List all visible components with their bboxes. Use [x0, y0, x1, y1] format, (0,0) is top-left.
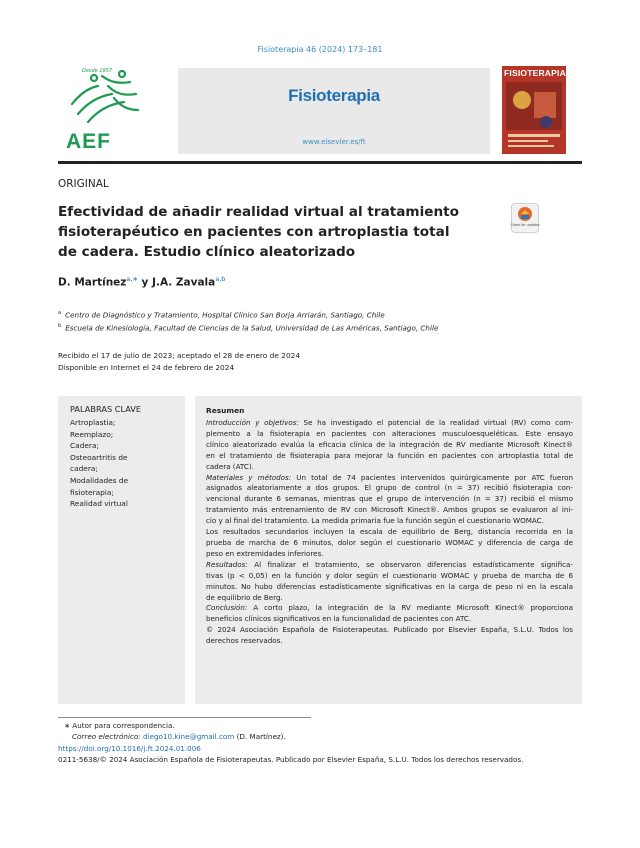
abstract-line: beneficios clínicos significativos en la funcionalidad de pacientes con ATC. — [206, 614, 472, 624]
abstract-line: cio y al final del tratamiento. La medida primaria fue la función según el cuestionario WOMAC. — [206, 516, 544, 526]
journal-cover-thumbnail — [502, 66, 566, 154]
affiliation — [58, 323, 438, 332]
email-link[interactable]: diego10.kine@gmail.com — [143, 732, 235, 741]
affiliation-text: Centro de Diagnóstico y Tratamiento, Hospital Clínico San Borja Arriarán, Santiago, Chile — [65, 310, 385, 320]
author-affiliation-marker[interactable]: a,∗ — [126, 275, 138, 283]
abstract-line: © 2024 Asociación Española de Fisioterapeutas. Publicado por Elsevier España, S.L.U. Todos los — [206, 625, 573, 635]
abstract-section-label: Materiales y métodos: — [206, 472, 292, 482]
affiliation-text: Escuela de Kinesiología, Facultad de Ciencias de la Salud, Universidad de Las Américas, Santiago, Chile — [65, 323, 439, 333]
journal-banner-title: Fisioterapia — [288, 86, 380, 105]
keyword: Modalidades de — [70, 475, 129, 485]
abstract-line: tivas (p < 0,05) en la función y dolor según el cuestionario WOMAC y prueba de marcha de 6 — [206, 570, 573, 580]
abstract-line: Los resultados secundarios incluyen la escala de equilibrio de Berg, distancia recorrida en la — [206, 527, 573, 537]
keyword: Artroplastia; — [70, 418, 116, 427]
keyword: fisioterapia; — [70, 487, 114, 497]
journal-cover-title: FISIOTERAPIA — [504, 68, 566, 78]
aef-logo — [58, 64, 148, 152]
abstract-line: Materiales y métodos: Un total de 74 pacientes intervenidos quirúrgicamente por ATC fueron — [206, 472, 573, 482]
abstract-line: Conclusión: A corto plazo, la integración de la RV mediante Microsoft Kinect® proporciona — [206, 603, 573, 613]
author-name[interactable]: D. Martínez — [58, 276, 127, 289]
aef-emblem-icon — [58, 64, 148, 134]
author-affiliation-marker[interactable]: a,b — [215, 275, 226, 283]
abstract-line: derechos reservados. — [206, 636, 283, 646]
keyword: Cadera; — [70, 441, 99, 451]
keywords-heading: PALABRAS CLAVE — [70, 404, 142, 414]
online-date: Disponible en Internet el 24 de febrero de 2024 — [58, 363, 235, 372]
corresponding-author-note: ∗ Autor para correspondencia. — [64, 721, 175, 730]
cover-art-icon — [502, 66, 566, 154]
affiliation — [58, 310, 385, 319]
author-separator: y — [137, 276, 153, 289]
journal-url-link[interactable]: www.elsevier.es/ft — [302, 138, 366, 146]
crossmark-label: Check for updates — [510, 223, 540, 227]
affiliation-marker: a — [58, 310, 62, 316]
email-label: Correo electrónico: — [72, 732, 141, 741]
section-label: ORIGINAL — [58, 178, 109, 190]
crossmark-icon — [512, 204, 538, 232]
journal-header — [58, 62, 598, 154]
abstract-section-label: Introducción y objetivos: — [206, 418, 299, 427]
aef-logo-text: AEF — [66, 130, 111, 153]
abstract-line: asignados aleatoriamente a dos grupos. El grupo de control (n = 37) recibió fisioterapia con- — [206, 483, 573, 493]
title-line: de cadera. Estudio clínico aleatorizado — [58, 244, 356, 260]
abstract-line: de equilibrio de Berg. — [206, 592, 283, 602]
keyword: Reemplazo; — [70, 429, 114, 439]
keywords-panel — [58, 396, 185, 704]
keywords-list — [70, 417, 128, 510]
email-note — [72, 732, 286, 741]
affiliation-marker: b — [58, 323, 62, 329]
email-owner: (D. Martínez). — [236, 732, 286, 741]
keyword: cadera; — [70, 464, 98, 474]
abstract-text — [206, 418, 573, 647]
keyword: Realidad virtual — [70, 499, 128, 509]
journal-reference[interactable]: Fisioterapia 46 (2024) 173–181 — [257, 45, 383, 54]
doi-link[interactable]: https://doi.org/10.1016/j.ft.2024.01.006 — [58, 744, 201, 753]
abstract-line: minutos. No hubo diferencias estadísticamente significativas en la carga de peso ni en la escala — [206, 581, 573, 591]
abstract-section-label: Resultados: — [206, 559, 248, 569]
abstract-line: clínico aleatorizado evalúa la eficacia clínica de la integración de RV mediante Microsoft Kinect® — [206, 439, 573, 449]
abstract-line: prueba de marcha de 6 minutos, dolor según el cuestionario WOMAC y diferencia de carga de — [206, 537, 573, 547]
abstract-heading: Resumen — [206, 406, 245, 415]
abstract-line: vencional durante 6 semanas, mientras que el grupo de intervención (n = 37) recibió el mismo — [206, 494, 573, 504]
title-line: fisioterapéutico en pacientes con artroplastia total — [58, 224, 450, 240]
header-divider — [58, 161, 582, 164]
journal-banner — [178, 68, 490, 154]
footnote-divider — [58, 717, 311, 718]
abstract-line: cadera (ATC). — [206, 461, 254, 471]
abstract-line: Introducción y objetivos: Se ha investigado el potencial de la realidad virtual (RV) como com- — [206, 418, 573, 427]
keyword: Osteoartritis de — [70, 452, 128, 462]
copyright-line: 0211-5638/© 2024 Asociación Española de Fisioterapeutas. Publicado por Elsevier España, S.L.U. Todos los derechos reservados. — [58, 755, 524, 764]
abstract-panel — [195, 396, 582, 704]
check-for-updates-button[interactable] — [511, 203, 539, 233]
svg-text:Desde 1957: Desde 1957 — [82, 68, 113, 74]
author-list — [58, 275, 225, 289]
received-accepted-dates: Recibido el 17 de julio de 2023; aceptado el 28 de enero de 2024 — [58, 351, 301, 360]
abstract-line: tratamiento más entrenamiento de RV con Microsoft Kinect®. Ambos grupos se evaluaron al ini- — [206, 505, 573, 515]
title-line: Efectividad de añadir realidad virtual al tratamiento — [58, 204, 459, 220]
abstract-line: Resultados: Al finalizar el tratamiento, se observaron diferencias estadísticamente significa- — [206, 559, 573, 569]
abstract-line: plemento a la fisioterapia en pacientes con alteraciones musculoesqueléticas. Este ensayo — [206, 428, 573, 438]
article-title — [58, 202, 478, 262]
abstract-section-label: Conclusión: — [206, 603, 248, 613]
abstract-line: en el tratamiento de fisioterapia para mejorar la función en pacientes con artroplastia total de — [206, 450, 573, 460]
author-name[interactable]: J.A. Zavala — [152, 276, 216, 289]
abstract-line: peso en extremidades inferiores. — [206, 548, 324, 558]
